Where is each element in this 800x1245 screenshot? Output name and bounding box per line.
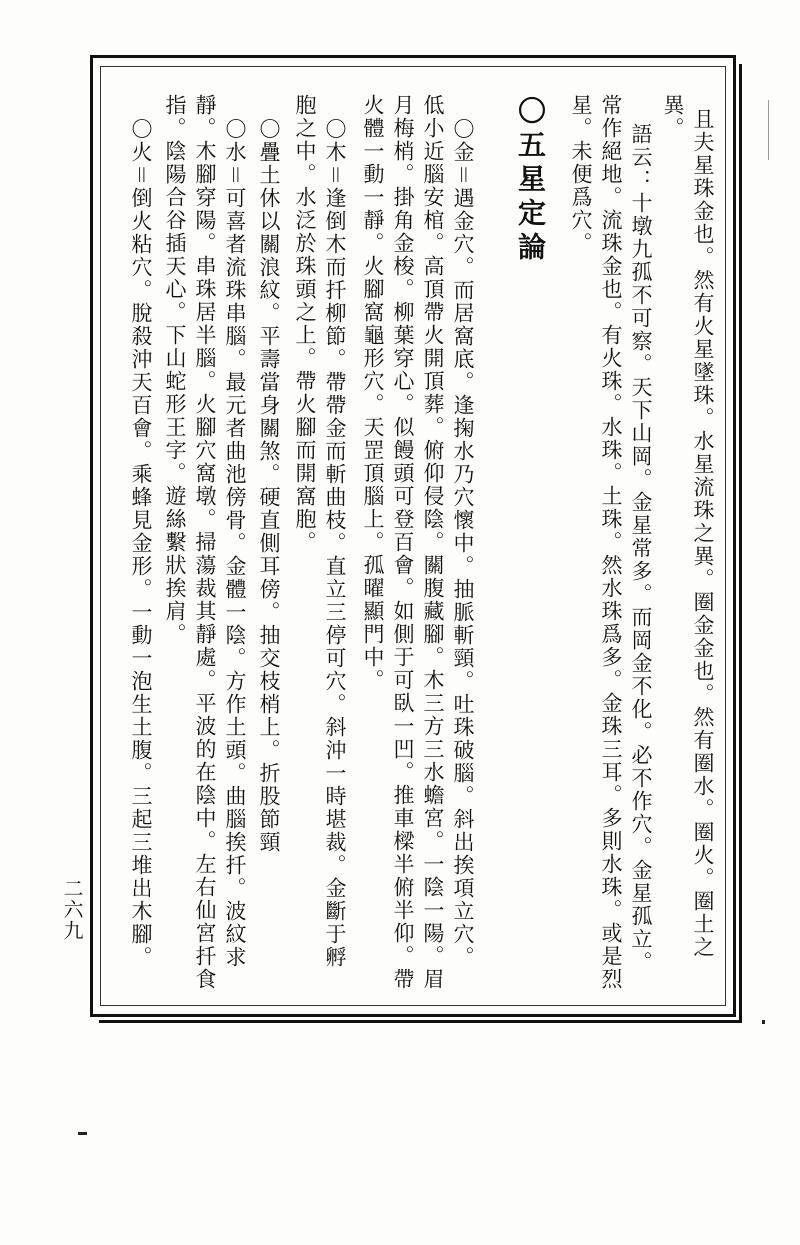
text-column: 胞之中。水泛於珠頭之上。帶火腳而開窩胞。 — [293, 94, 317, 554]
text-column: 低小近腦安棺。高頂帶火開頂葬。俯仰侵陰。關腹藏腳。木三方三水蟾宮。一陰一陽。眉 — [421, 94, 445, 991]
text-column: 語云：十墩九孤不可察。天下山岡。金星常多。而岡金不化。必不作穴。金星孤立。 — [629, 123, 653, 974]
text-column: 月梅梢。掛角金梭。柳葉穿心。似饅頭可登百會。如側于可臥一凹。推車樑半俯半仰。帶 — [391, 94, 415, 991]
scan-speck — [768, 100, 769, 160]
text-column: 常作絕地。流珠金也。有火珠。水珠。土珠。然水珠爲多。金珠三耳。多則水珠。或是烈 — [599, 94, 623, 991]
text-column: 〇水＝可喜者流珠串腦。最元者曲池傍骨。金體一陰。方作土頭。曲腦挨扦。波紋求 — [223, 118, 247, 969]
section-title: 〇五星定論 — [514, 96, 547, 266]
text-column: 〇木＝逢倒木而扦柳節。帶帶金而斬曲枝。直立三停可穴。斜沖一時堪裁。金斷于孵 — [323, 118, 347, 969]
text-column: 〇疊土休以關浪紋。平壽當身關煞。硬直側耳傍。抽交枝梢上。折股節頸 — [257, 118, 281, 854]
text-column: 指。陰陽合谷插天心。下山蛇形王字。遊絲繫狀挨肩。 — [163, 94, 187, 646]
page-number: 二六九 — [60, 878, 84, 941]
text-column: 火體一動一靜。火腳窩龜形穴。天罡頂腦上。孤曜顯門中。 — [361, 94, 385, 692]
text-column: 異。 — [661, 94, 685, 140]
text-column: 星。未便爲穴。 — [569, 94, 593, 255]
text-column: 且夫星珠金也。然有火星墜珠。水星流珠之異。圈金金也。然有圈水。圈火。圈土之 — [691, 108, 715, 959]
text-column: 〇金＝遇金穴。而居窩底。逢掬水乃穴懷中。抽脈斬頸。吐珠破腦。斜出挨項立穴。 — [451, 118, 475, 969]
text-column: 〇火＝倒火粘穴。脫殺沖天百會。乘蜂見金形。一動一泡生土腹。三起三堆出木腳。 — [129, 118, 153, 969]
text-column: 靜。木腳穿陽。串珠居半腦。火腳穴窩墩。掃蕩裁其靜處。平波的在陰中。左右仙宮扦食 — [193, 94, 217, 991]
scan-speck — [78, 1132, 87, 1135]
scan-speck — [762, 1020, 765, 1024]
